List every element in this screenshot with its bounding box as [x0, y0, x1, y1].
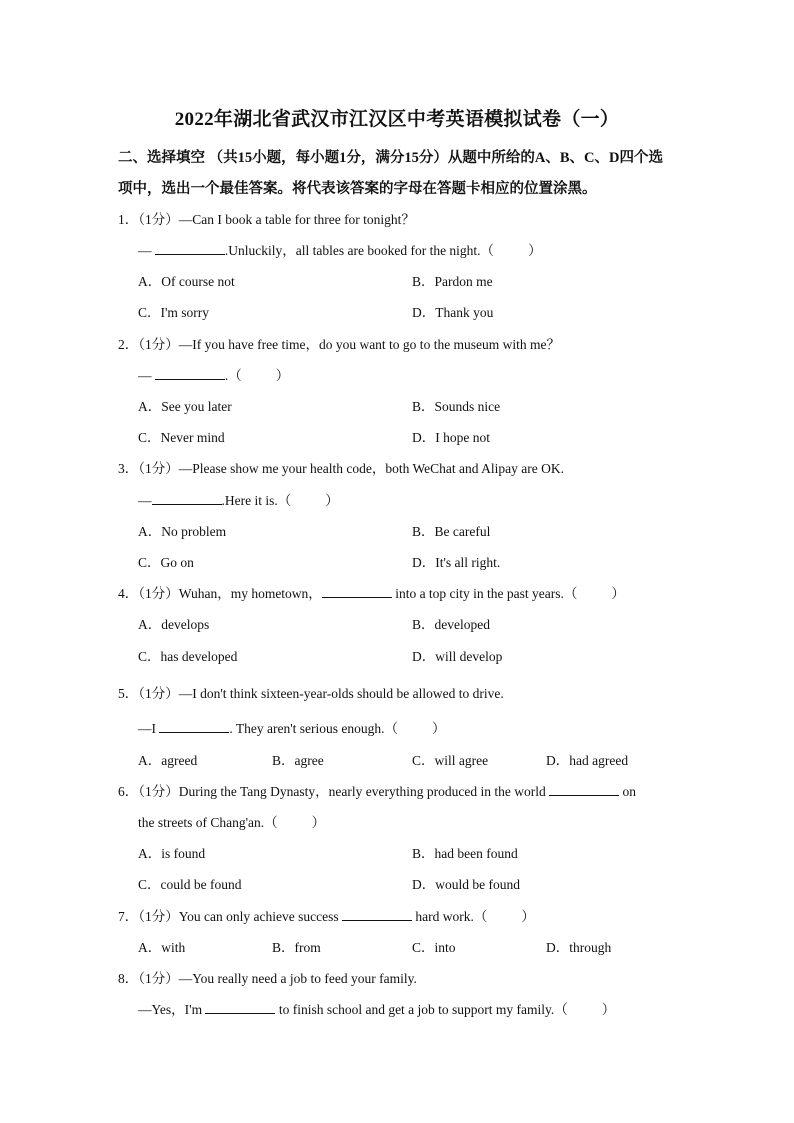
question-6: 6．（1分）During the Tang Dynasty，nearly everything produced in the world on [118, 784, 636, 799]
question-6-continued: the streets of Chang'an.（ ） [138, 815, 326, 830]
option-a: A．with [138, 940, 186, 955]
section-instruction-line2: 项中，选出一个最佳答案。将代表该答案的字母在答题卡相应的位置涂黑。 [118, 181, 597, 197]
section-instruction-line1: 二、选择填空 （共15小题，每小题1分，满分15分）从题中所给的A、B、C、D四个选 [118, 150, 663, 166]
question-8: 8．（1分）—You really need a job to feed your family. [118, 971, 417, 986]
answer-blank [549, 783, 619, 796]
option-b: B．Pardon me [412, 274, 493, 289]
option-b: B．Be careful [412, 524, 491, 539]
option-c: C．Go on [138, 555, 194, 570]
question-2: 2．（1分）—If you have free time，do you want to go to the museum with me？ [118, 337, 561, 352]
question-4: 4．（1分）Wuhan，my hometown， into a top city in the past years.（ ） [118, 586, 625, 601]
option-a: A．No problem [138, 524, 227, 539]
option-b: B．from [272, 940, 321, 955]
option-a: A．See you later [138, 399, 232, 414]
option-d: D．Thank you [412, 305, 494, 320]
question-1-response: — .Unluckily，all tables are booked for the night.（ ） [138, 243, 542, 258]
page-title: 2022年湖北省武汉市江汉区中考英语模拟试卷（一） [174, 109, 620, 130]
answer-blank [205, 1001, 275, 1014]
question-3-response: — .Here it is.（ ） [138, 493, 339, 508]
option-a: A．is found [138, 846, 206, 861]
question-8-response: —Yes，I'm to finish school and get a job to support my family.（ ） [138, 1002, 616, 1017]
question-1: 1．（1分）—Can I book a table for three for tonight？ [118, 212, 415, 227]
option-a: A．develops [138, 617, 210, 632]
question-2-response: — .（ ） [138, 368, 290, 383]
option-a: A．agreed [138, 753, 198, 768]
option-d: D．would be found [412, 877, 520, 892]
option-b: B．developed [412, 617, 490, 632]
option-a: A．Of course not [138, 274, 235, 289]
answer-blank [155, 367, 225, 380]
option-b: B．had been found [412, 846, 518, 861]
question-7: 7．（1分）You can only achieve success hard work.（ ） [118, 909, 535, 924]
answer-blank [322, 585, 392, 598]
question-5: 5．（1分）—I don't think sixteen-year-olds should be allowed to drive. [118, 686, 504, 701]
option-c: C．Never mind [138, 430, 225, 445]
option-b: B．Sounds nice [412, 399, 501, 414]
option-d: D．It's all right. [412, 555, 501, 570]
option-c: C．could be found [138, 877, 242, 892]
option-c: C．I'm sorry [138, 305, 210, 320]
option-d: D．had agreed [546, 753, 629, 768]
option-d: D．will develop [412, 649, 503, 664]
option-c: C．into [412, 940, 456, 955]
option-b: B．agree [272, 753, 324, 768]
question-3: 3．（1分）—Please show me your health code，both WeChat and Alipay are OK. [118, 461, 564, 476]
answer-blank [155, 242, 225, 255]
question-5-response: —I . They aren't serious enough.（ ） [138, 721, 446, 736]
option-d: D．I hope not [412, 430, 490, 445]
answer-blank [342, 908, 412, 921]
answer-blank [159, 720, 229, 733]
option-c: C．has developed [138, 649, 238, 664]
answer-blank [152, 492, 222, 505]
option-c: C．will agree [412, 753, 489, 768]
option-d: D．through [546, 940, 612, 955]
